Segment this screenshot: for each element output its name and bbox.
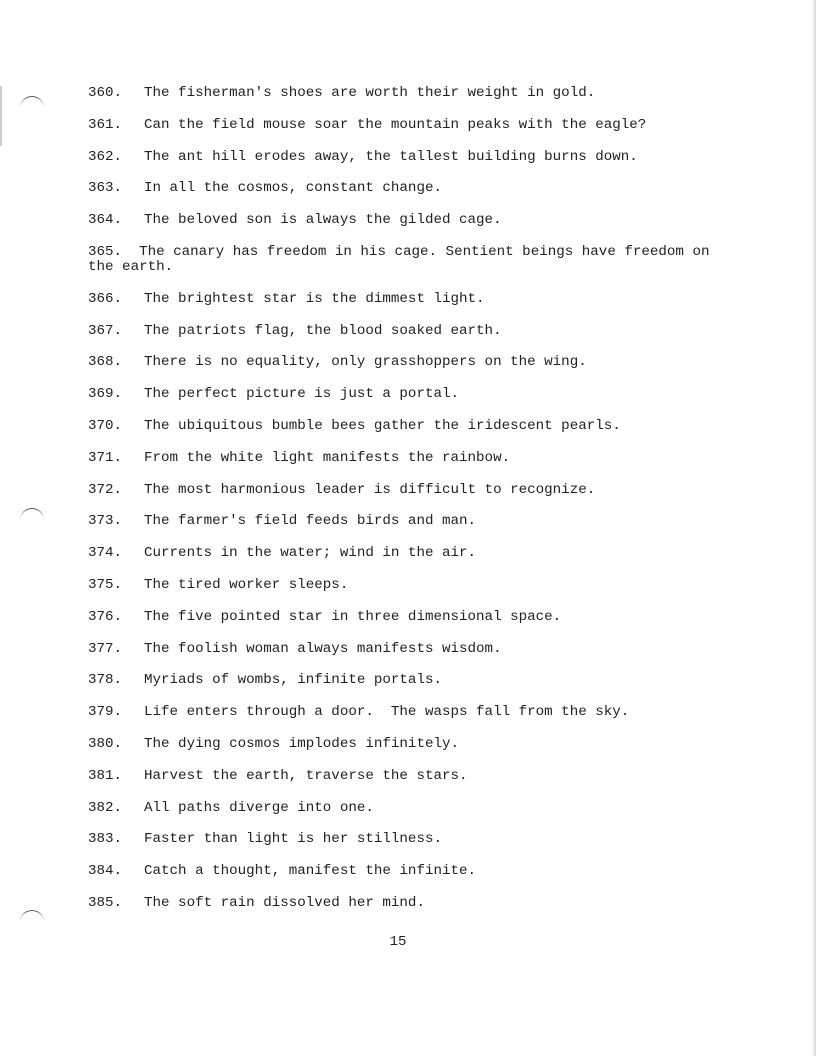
entry-number: 384. [88, 863, 123, 880]
punch-hole-mark [20, 910, 44, 925]
entry-text: The fisherman's shoes are worth their weight in gold. [144, 85, 596, 101]
entry-text: Harvest the earth, traverse the stars. [144, 767, 468, 784]
entry-number: 370. [88, 417, 123, 434]
list-item [88, 86, 728, 101]
entry-number: 380. [88, 735, 123, 752]
list-item [88, 292, 728, 307]
entry-number: 372. [88, 481, 123, 498]
list-item [88, 578, 728, 593]
entry-number: 378. [88, 672, 123, 689]
entry-text: The perfect picture is just a portal. [144, 386, 460, 403]
entry-text: The tired worker sleeps. [144, 576, 349, 593]
list-item [88, 610, 728, 625]
entry-number: 368. [88, 354, 123, 371]
list-item [88, 419, 728, 434]
entry-text: Myriads of wombs, infinite portals. [144, 672, 442, 689]
list-item [88, 801, 728, 816]
entry-number: 382. [88, 799, 123, 816]
list-item [88, 896, 728, 911]
entry-text: The foolish woman always manifests wisdom. [144, 640, 502, 657]
entry-text: The ubiquitous bumble bees gather the iridescent pearls. [144, 417, 621, 434]
entry-text: In all the cosmos, constant change. [144, 180, 442, 197]
entry-number: 360. [88, 85, 123, 101]
entry-number: 375. [88, 576, 123, 593]
entry-text: All paths diverge into one. [144, 799, 374, 816]
entry-number: 363. [88, 180, 123, 197]
entry-number: 369. [88, 386, 123, 403]
entry-text: The brightest star is the dimmest light. [144, 290, 485, 307]
entry-number: 385. [88, 894, 123, 911]
list-item [88, 737, 728, 752]
entry-number: 383. [88, 831, 123, 848]
entry-text: Life enters through a door. The wasps fall from the sky. [144, 704, 630, 721]
entry-number: 381. [88, 767, 123, 784]
list-item [88, 769, 728, 784]
entry-number: 362. [88, 148, 123, 165]
list-item [88, 546, 728, 561]
entry-number: 376. [88, 608, 123, 625]
list-item [88, 514, 728, 529]
list-item [88, 181, 728, 196]
entry-text: Currents in the water; wind in the air. [144, 545, 477, 562]
entry-number: 367. [88, 322, 123, 339]
entry-number: 364. [88, 212, 123, 229]
list-item [88, 150, 728, 165]
entry-text: The dying cosmos implodes infinitely. [144, 735, 460, 752]
entry-text: There is no equality, only grasshoppers on the wing. [144, 354, 587, 371]
entry-number: 371. [88, 449, 123, 466]
aphorism-list [88, 86, 728, 928]
entry-number: 365. [88, 243, 123, 260]
list-item [88, 451, 728, 466]
list-item [88, 355, 728, 370]
list-item [88, 324, 728, 339]
entry-number: 366. [88, 290, 123, 307]
entry-number: 374. [88, 545, 123, 562]
entry-text: The ant hill erodes away, the tallest building burns down. [144, 148, 638, 165]
entry-text: The farmer's field feeds birds and man. [144, 513, 477, 530]
list-item [88, 118, 728, 133]
entry-number: 361. [88, 116, 123, 133]
entry-text: The five pointed star in three dimensional space. [144, 608, 562, 625]
entry-text: Faster than light is her stillness. [144, 831, 442, 848]
list-item [88, 705, 728, 720]
punch-hole-mark [20, 508, 44, 523]
punch-hole-mark [20, 96, 44, 111]
list-item [88, 832, 728, 847]
list-item [88, 213, 728, 228]
list-item [88, 673, 728, 688]
entry-number: 377. [88, 640, 123, 657]
left-edge-mark [0, 86, 2, 146]
list-item [88, 483, 728, 498]
entry-text: The beloved son is always the gilded cage. [144, 212, 502, 229]
page-number: 15 [389, 934, 407, 950]
entry-text: The soft rain dissolved her mind. [144, 894, 425, 911]
entry-text: The most harmonious leader is difficult to recognize. [144, 481, 596, 498]
entry-text: Can the field mouse soar the mountain peaks with the eagle? [144, 116, 647, 133]
entry-number: 373. [88, 513, 123, 530]
list-item [88, 387, 728, 402]
list-item [88, 642, 728, 657]
list-item [88, 245, 728, 275]
entry-text: Catch a thought, manifest the infinite. [144, 863, 477, 880]
list-item [88, 864, 728, 879]
entry-number: 379. [88, 704, 123, 721]
entry-text: The patriots flag, the blood soaked earth. [144, 322, 502, 339]
entry-text: The canary has freedom in his cage. Sentient beings have freedom on the earth. [88, 243, 710, 275]
entry-text: From the white light manifests the rainbow. [144, 449, 511, 466]
